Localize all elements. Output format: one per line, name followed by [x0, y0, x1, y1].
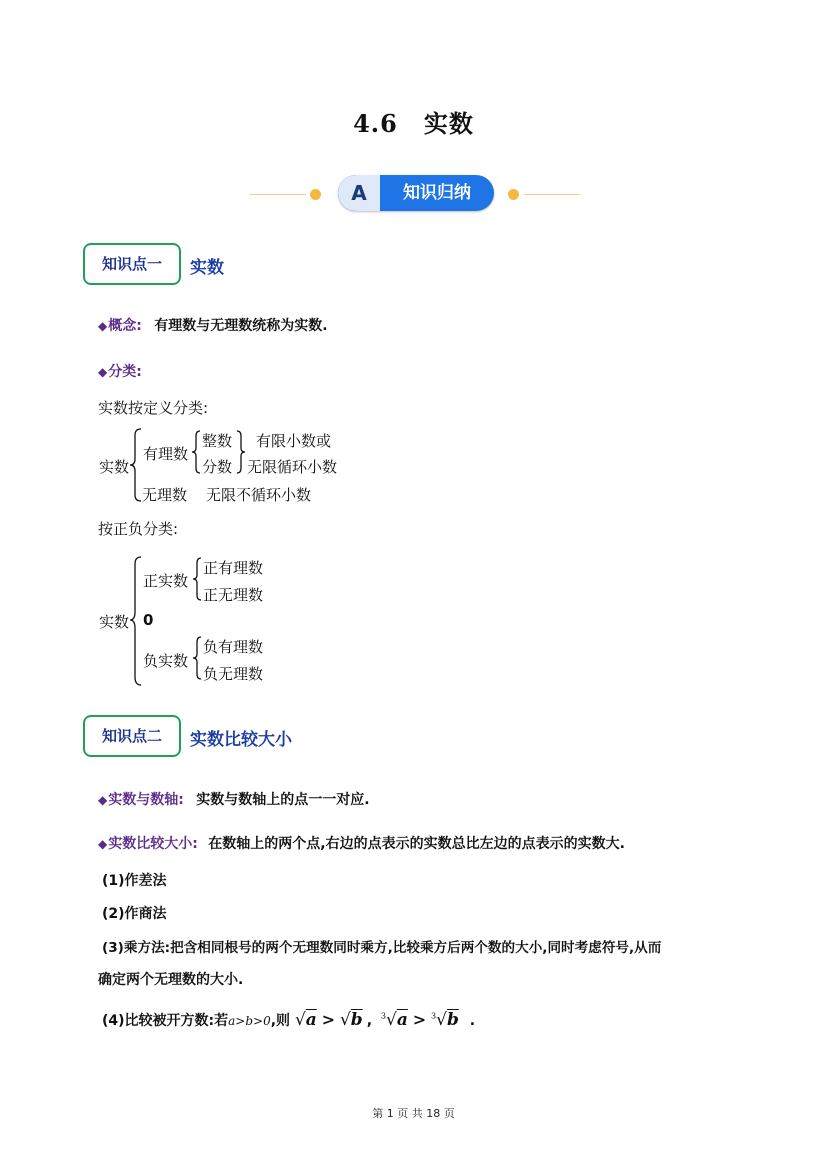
- method-3-line-1: (3)乘方法:把含相同根号的两个无理数同时乘方,比较乘方后两个数的大小,同时考虑符号,从而: [102, 940, 662, 956]
- diamond-icon: ◆: [98, 319, 108, 333]
- kp1-title: 实数: [190, 258, 224, 278]
- numberline-line: [98, 789, 370, 809]
- sign-pos-irrational: 正无理数: [203, 586, 264, 604]
- numberline-text: 实数与数轴上的点一一对应.: [196, 792, 370, 808]
- footer-prefix: 第: [372, 1107, 384, 1120]
- sign-zero: 0: [143, 611, 154, 629]
- def-integer: 整数: [202, 432, 233, 450]
- diamond-icon: ◆: [98, 365, 108, 379]
- method-4-condition: a>b>0: [228, 1014, 271, 1028]
- by-definition-heading: 实数按定义分类:: [98, 399, 209, 417]
- numberline-label: 实数与数轴:: [108, 792, 184, 808]
- sign-neg-rational: 负有理数: [203, 638, 264, 656]
- brace-def-root: [130, 429, 141, 501]
- footer-suffix: 页: [443, 1107, 455, 1120]
- concept-text: 有理数与无理数统称为实数.: [154, 318, 328, 334]
- sign-neg-irrational: 负无理数: [203, 665, 264, 683]
- diamond-icon: ◆: [98, 793, 108, 807]
- brace-sign-positive: [193, 558, 201, 600]
- diamond-icon: ◆: [98, 837, 108, 851]
- title-text: 实数: [423, 109, 474, 138]
- sign-root: 实数: [99, 613, 130, 631]
- def-root: 实数: [99, 458, 130, 476]
- gt-2: >: [412, 1010, 427, 1029]
- by-sign-heading: 按正负分类:: [98, 520, 179, 538]
- brace-def-rational: [192, 431, 200, 473]
- classify-label: 分类:: [108, 364, 142, 380]
- brace-sign-root: [130, 557, 141, 685]
- method-4-prefix: (4)比较被开方数:若: [102, 1013, 229, 1029]
- def-irrational-desc: 无限不循环小数: [206, 486, 312, 504]
- method-2: (2)作商法: [102, 906, 167, 922]
- brace-sign-negative: [193, 637, 201, 679]
- def-finite-desc-2: 无限循环小数: [247, 458, 338, 476]
- cbrt-a: $^3$√a: [380, 1010, 408, 1030]
- def-fraction: 分数: [202, 458, 233, 476]
- method-4: [102, 1010, 475, 1030]
- sign-positive: 正实数: [143, 572, 189, 590]
- title-number: 4.6: [353, 109, 398, 138]
- sqrt-a-radicand: a: [305, 1010, 317, 1030]
- footer-total: 18: [426, 1107, 441, 1120]
- def-rational: 有理数: [143, 445, 189, 463]
- sign-pos-rational: 正有理数: [203, 559, 264, 577]
- footer-mid: 页 共: [397, 1107, 423, 1120]
- def-irrational: 无理数: [142, 486, 188, 504]
- sign-negative: 负实数: [143, 652, 189, 670]
- compare-label: 实数比较大小:: [108, 836, 198, 852]
- kp1-box: 知识点一: [83, 243, 181, 285]
- method-4-then: ,则: [270, 1013, 291, 1029]
- cbrt-b: $^3$√b: [431, 1010, 459, 1030]
- kp2-box: 知识点二: [83, 715, 181, 757]
- brace-def-right: [237, 431, 245, 473]
- method-3-line-2: 确定两个无理数的大小.: [98, 972, 244, 988]
- method-4-sep: ,: [366, 1013, 373, 1029]
- compare-line: [98, 833, 625, 853]
- def-finite-desc-1: 有限小数或: [256, 432, 332, 450]
- banner-label: 知识归纳: [403, 183, 471, 203]
- footer-page: 1: [386, 1107, 394, 1120]
- concept-label: 概念:: [108, 318, 142, 334]
- method-4-end: .: [469, 1013, 476, 1029]
- cbrt-b-radicand: b: [446, 1010, 459, 1030]
- sqrt-b-radicand: b: [350, 1010, 363, 1030]
- sqrt-b: √b: [339, 1010, 363, 1030]
- cbrt-a-radicand: a: [396, 1010, 408, 1030]
- kp2-title: 实数比较大小: [190, 730, 292, 750]
- gt-1: >: [321, 1010, 336, 1029]
- cbrt-b-index: 3: [431, 1011, 437, 1021]
- method-1: (1)作差法: [102, 873, 167, 889]
- banner-letter: A: [338, 175, 380, 211]
- page-footer: [0, 1105, 827, 1121]
- cbrt-a-index: 3: [380, 1011, 386, 1021]
- compare-text: 在数轴上的两个点,右边的点表示的实数总比左边的点表示的实数大.: [208, 836, 625, 852]
- sqrt-a: √a: [294, 1010, 317, 1030]
